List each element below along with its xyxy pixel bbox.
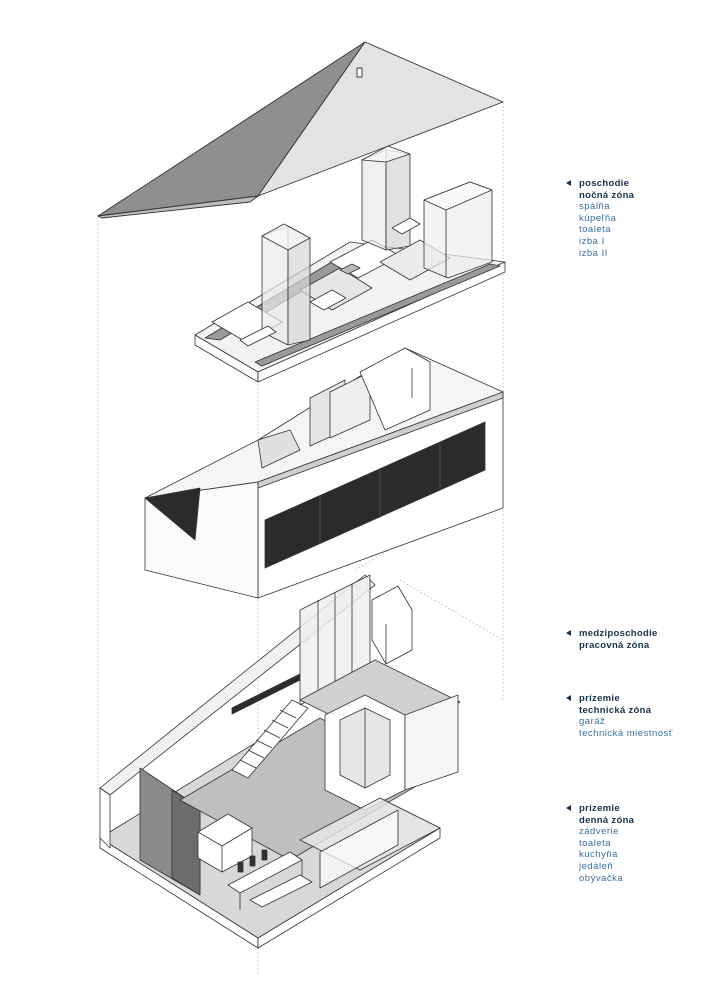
- legend-title: poschodie: [579, 178, 630, 189]
- legend-subtitle: technická zóna: [579, 704, 652, 716]
- legend-item: toaleta: [579, 224, 612, 236]
- legend-item: obývačka: [579, 872, 624, 884]
- legend-subtitle: denná zóna: [579, 814, 635, 826]
- legend-title: prízemie: [579, 803, 620, 814]
- legend-prizemie-technicka: [566, 693, 701, 739]
- mezzanine-floor: [145, 348, 503, 598]
- legend-item: jedáleň: [579, 860, 614, 872]
- arrow-left-icon: [566, 695, 571, 701]
- legend-prizemie-denna: [566, 803, 701, 884]
- legend-title: prízemie: [579, 693, 620, 704]
- arrow-left-icon: [566, 805, 571, 811]
- chimney-icon: [357, 68, 362, 77]
- legend-subtitle: nočná zóna: [579, 189, 635, 201]
- arrow-left-icon: [566, 630, 571, 636]
- legend-item: kúpeľňa: [579, 212, 617, 224]
- legend-title: medziposchodie: [579, 628, 658, 639]
- legend-item: toaleta: [579, 837, 612, 849]
- legend-item: kuchyňa: [579, 849, 618, 861]
- roof: [98, 42, 503, 218]
- legend-subtitle: pracovná zóna: [579, 639, 650, 651]
- ground-floor: [100, 575, 460, 948]
- arrow-left-icon: [566, 180, 571, 186]
- legend-item: zádverie: [579, 826, 619, 838]
- legend-item: izba I: [579, 235, 605, 247]
- legend-medziposchodie: [566, 628, 701, 651]
- legend-item: garáž: [579, 716, 606, 728]
- legend-item: izba II: [579, 247, 608, 259]
- legend-poschodie: [566, 178, 701, 259]
- legend-item: spálňa: [579, 201, 610, 213]
- legend-item: technická miestnosť: [579, 727, 673, 739]
